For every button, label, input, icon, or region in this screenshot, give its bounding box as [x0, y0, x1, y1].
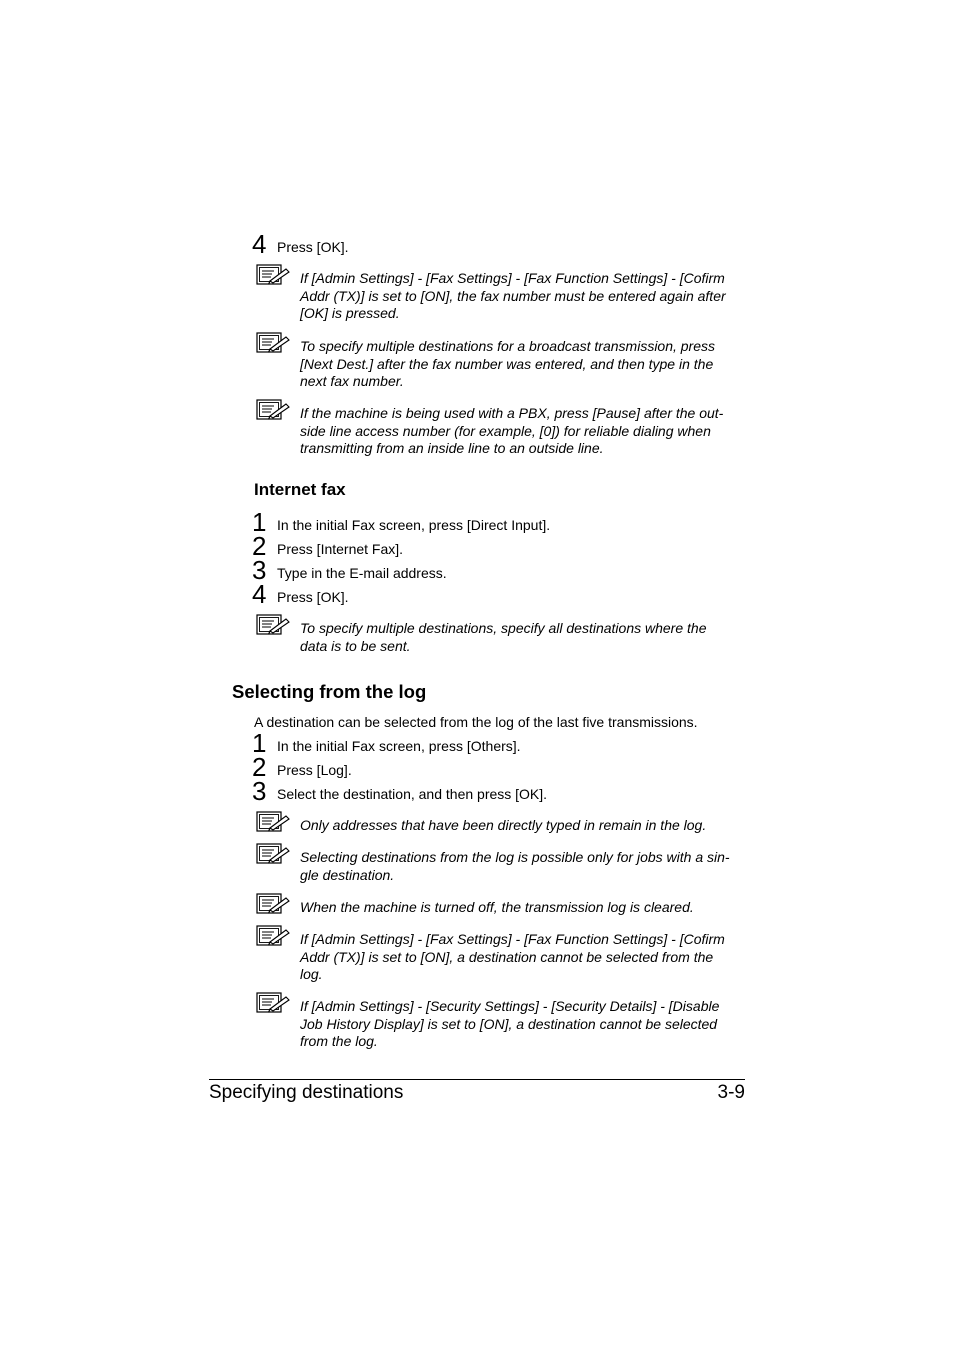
step-text: Type in the E-mail address. — [277, 565, 447, 581]
note-icon — [256, 332, 290, 354]
footer-page-number: 3-9 — [717, 1082, 745, 1103]
footer-rule — [209, 1079, 745, 1080]
note-text: Selecting destinations from the log is possible only for jobs with a sin- gle destination. — [300, 849, 730, 883]
note-text: When the machine is turned off, the transmission log is cleared. — [300, 899, 694, 915]
step-text: Press [Log]. — [277, 762, 352, 778]
step-number: 2 — [252, 531, 267, 561]
step-number: 3 — [252, 555, 267, 585]
step-text: In the initial Fax screen, press [Direct Input]. — [277, 517, 551, 533]
note-icon — [256, 893, 290, 915]
step-text: Press [OK]. — [277, 239, 349, 255]
step-text: Press [Internet Fax]. — [277, 541, 404, 557]
note-text: If the machine is being used with a PBX, press [Pause] after the out- side line access number (for example, [0]) for reliable dialing when transmitting from an inside line to an outside line. — [300, 405, 724, 457]
step-text: Press [OK]. — [277, 589, 349, 605]
note-text: To specify multiple destinations, specify all destinations where the data is to be sent. — [300, 620, 707, 654]
note-text: If [Admin Settings] - [Fax Settings] - [Fax Function Settings] - [Cofirm Addr (TX)] is set to [ON], the fax number must be entered again after [OK] is pressed. — [300, 270, 726, 322]
note-icon — [256, 925, 290, 947]
section-heading-internet-fax: Internet fax — [254, 480, 346, 499]
note-icon — [256, 992, 290, 1014]
step-number: 1 — [252, 728, 267, 758]
note-icon — [256, 399, 290, 421]
step-number: 4 — [252, 579, 267, 609]
note-icon — [256, 843, 290, 865]
note-text: Only addresses that have been directly typed in remain in the log. — [300, 817, 707, 833]
step-text: Select the destination, and then press [OK]. — [277, 786, 548, 802]
step-text: In the initial Fax screen, press [Others]. — [277, 738, 521, 754]
note-text: If [Admin Settings] - [Fax Settings] - [Fax Function Settings] - [Cofirm Addr (TX)] is set to [ON], a destination cannot be selected from the log. — [300, 931, 725, 983]
note-text: If [Admin Settings] - [Security Settings] - [Security Details] - [Disable Job History Display] is set to [ON], a destination cannot be selected from the log. — [300, 998, 720, 1050]
intro-paragraph: A destination can be selected from the log of the last five transmissions. — [254, 714, 698, 730]
step-number: 2 — [252, 752, 267, 782]
step-number: 4 — [252, 229, 267, 259]
step-number: 1 — [252, 507, 267, 537]
note-icon — [256, 811, 290, 833]
note-icon — [256, 264, 290, 286]
footer-section-title: Specifying destinations — [209, 1082, 404, 1103]
note-text: To specify multiple destinations for a broadcast transmission, press [Next Dest.] after the fax number was entered, and then type in the next fax number. — [300, 338, 716, 390]
step-number: 3 — [252, 776, 267, 806]
note-icon — [256, 614, 290, 636]
section-heading-selecting-from-log: Selecting from the log — [232, 681, 427, 702]
